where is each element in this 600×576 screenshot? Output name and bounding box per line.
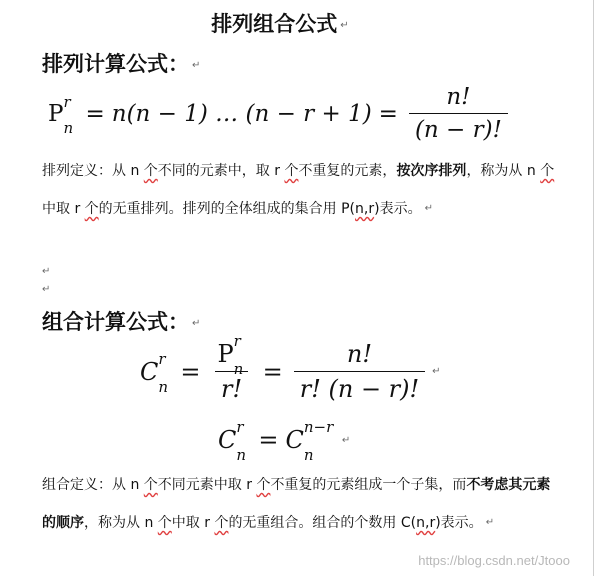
- combination-heading: 组合计算公式： ↵: [42, 310, 201, 334]
- comb-symbol: C r n: [140, 349, 169, 396]
- perm-symbol: P r n: [48, 92, 74, 137]
- right-border-line: [593, 0, 594, 576]
- document-title: 排列组合公式 ↵: [211, 12, 349, 36]
- permutation-formula: P r n = n(n − 1) … (n − r + 1) = $\frac{n!}{(n - r)!}$: [48, 84, 512, 143]
- watermark: https://blog.csdn.net/Jtooo: [418, 553, 570, 568]
- paragraph-mark: ↵: [192, 59, 201, 71]
- comb-fraction-n: $\frac{n!}{r! (n - r)!}$: [294, 340, 425, 403]
- comb-fraction-p: P r n r!: [211, 340, 251, 403]
- paragraph-mark: ↵: [192, 317, 201, 329]
- paragraph-mark: ↵: [340, 19, 349, 31]
- combination-definition: 组合定义：从 n 个不同元素中取 r 个不重复的元素组成一个子集，而不考虑其元素的顺序，称为从 n 个中取 r 个的无重组合。组合的个数用 C(n,r)表示。 ↵: [42, 477, 551, 531]
- perm-expansion: n(n − 1) … (n − r + 1): [111, 100, 372, 127]
- combination-formula-1: C r n = P r n r! = $\frac{n!}{r! (n - r)!}$ ↵: [140, 332, 441, 403]
- combination-formula-2: C r n = C n−r n ↵: [218, 418, 351, 464]
- permutation-heading: 排列计算公式： ↵: [42, 52, 201, 76]
- empty-paragraph-mark: ↵: [42, 266, 51, 277]
- perm-fraction: $\frac{n!}{(n - r)!}$: [409, 84, 508, 143]
- empty-paragraph-mark: ↵: [42, 284, 51, 295]
- permutation-definition: 排列定义：从 n 个不同的元素中，取 r 个不重复的元素，按次序排列，称为从 n 个中取 r 个的无重排列。排列的全体组成的集合用 P(n,r)表示。 ↵: [42, 163, 555, 217]
